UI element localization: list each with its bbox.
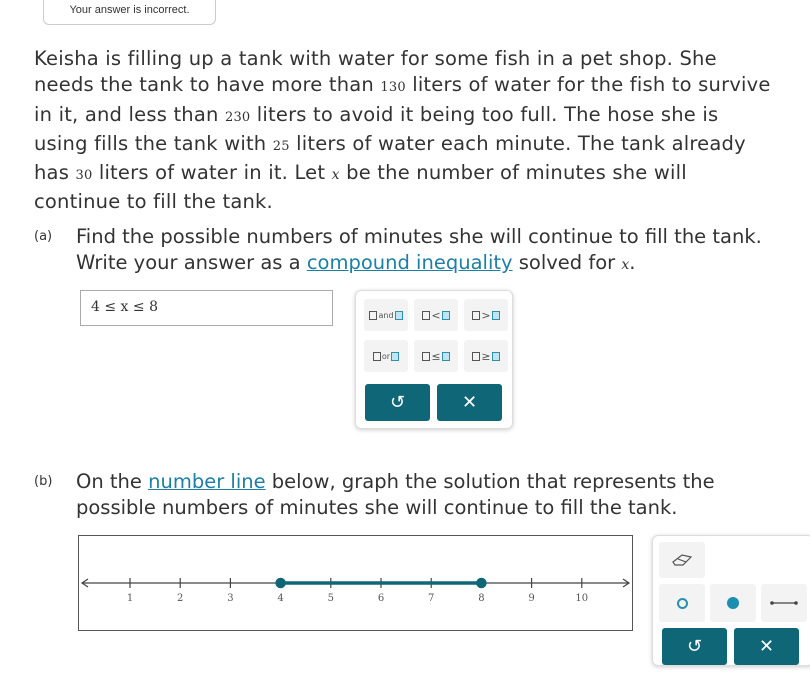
tick-label: 4 <box>277 593 284 604</box>
part-b-question: (b) On the number line below, graph the solution that represents the possible numbers of minutes she will continue to fill the tank. <box>34 470 715 520</box>
segment-tool[interactable] <box>761 584 807 622</box>
closed-circle-icon <box>727 597 739 609</box>
greater-equal-key[interactable]: ≥ <box>464 340 508 372</box>
number-line-link[interactable]: number line <box>148 470 266 493</box>
part-b-label: (b) <box>34 474 53 489</box>
compound-inequality-link[interactable]: compound inequality <box>306 251 513 275</box>
clear-button[interactable] <box>437 384 502 421</box>
graph-undo-button[interactable] <box>662 628 727 665</box>
tick-label: 9 <box>528 593 535 604</box>
tick-label: 3 <box>227 593 234 604</box>
endpoint-8 <box>477 579 486 588</box>
tick-label: 10 <box>575 593 589 604</box>
tick-label: 1 <box>126 593 134 604</box>
eraser-tool[interactable] <box>659 542 705 578</box>
number-line[interactable] <box>79 536 632 630</box>
tick-label: 8 <box>478 593 485 604</box>
clear-icon: ✕ <box>758 636 775 657</box>
number-line-graph[interactable] <box>78 535 633 631</box>
feedback-banner: Your answer is incorrect. <box>43 0 216 25</box>
closed-point-tool[interactable] <box>710 584 756 622</box>
tick-label: 7 <box>428 593 435 604</box>
clear-icon: ✕ <box>461 392 478 413</box>
answer-input[interactable]: 4 ≤ x ≤ 8 <box>80 290 333 326</box>
open-point-tool[interactable] <box>659 584 705 622</box>
tick-label: 6 <box>377 593 385 604</box>
graph-tools-panel <box>652 535 810 666</box>
and-key[interactable]: and <box>364 299 408 331</box>
graph-clear-button[interactable] <box>734 628 799 665</box>
undo-icon: ↺ <box>389 392 406 413</box>
segment-icon <box>769 600 799 606</box>
undo-icon: ↺ <box>686 636 703 657</box>
eraser-icon <box>670 552 694 568</box>
endpoint-4 <box>276 579 285 588</box>
less-than-key[interactable]: < <box>414 299 458 331</box>
less-equal-key[interactable]: ≤ <box>414 340 458 372</box>
inequality-keypad <box>355 290 513 429</box>
part-a-label: (a) <box>34 229 53 244</box>
tick-label: 2 <box>177 593 184 604</box>
greater-than-key[interactable]: > <box>464 299 508 331</box>
part-a-question: (a) Find the possible numbers of minutes she will continue to fill the tank. Write your answer as a compound inequality solved for x. <box>34 225 762 275</box>
or-key[interactable]: or <box>364 340 408 372</box>
problem-text: Keisha is filling up a tank with water for some fish in a pet shop. She needs the tank to have more than 130 liters of water for the fish to survive in it, and less than 230 liters to avoid it being too full. The hose she is using fills the tank with 25 liters of water each minute. The tank already has 30 liters of water in it. Let x be the number of minutes she will continue to fill the tank. <box>34 47 771 214</box>
undo-button[interactable] <box>365 384 430 421</box>
open-circle-icon <box>677 598 688 609</box>
tick-label: 5 <box>327 593 334 604</box>
